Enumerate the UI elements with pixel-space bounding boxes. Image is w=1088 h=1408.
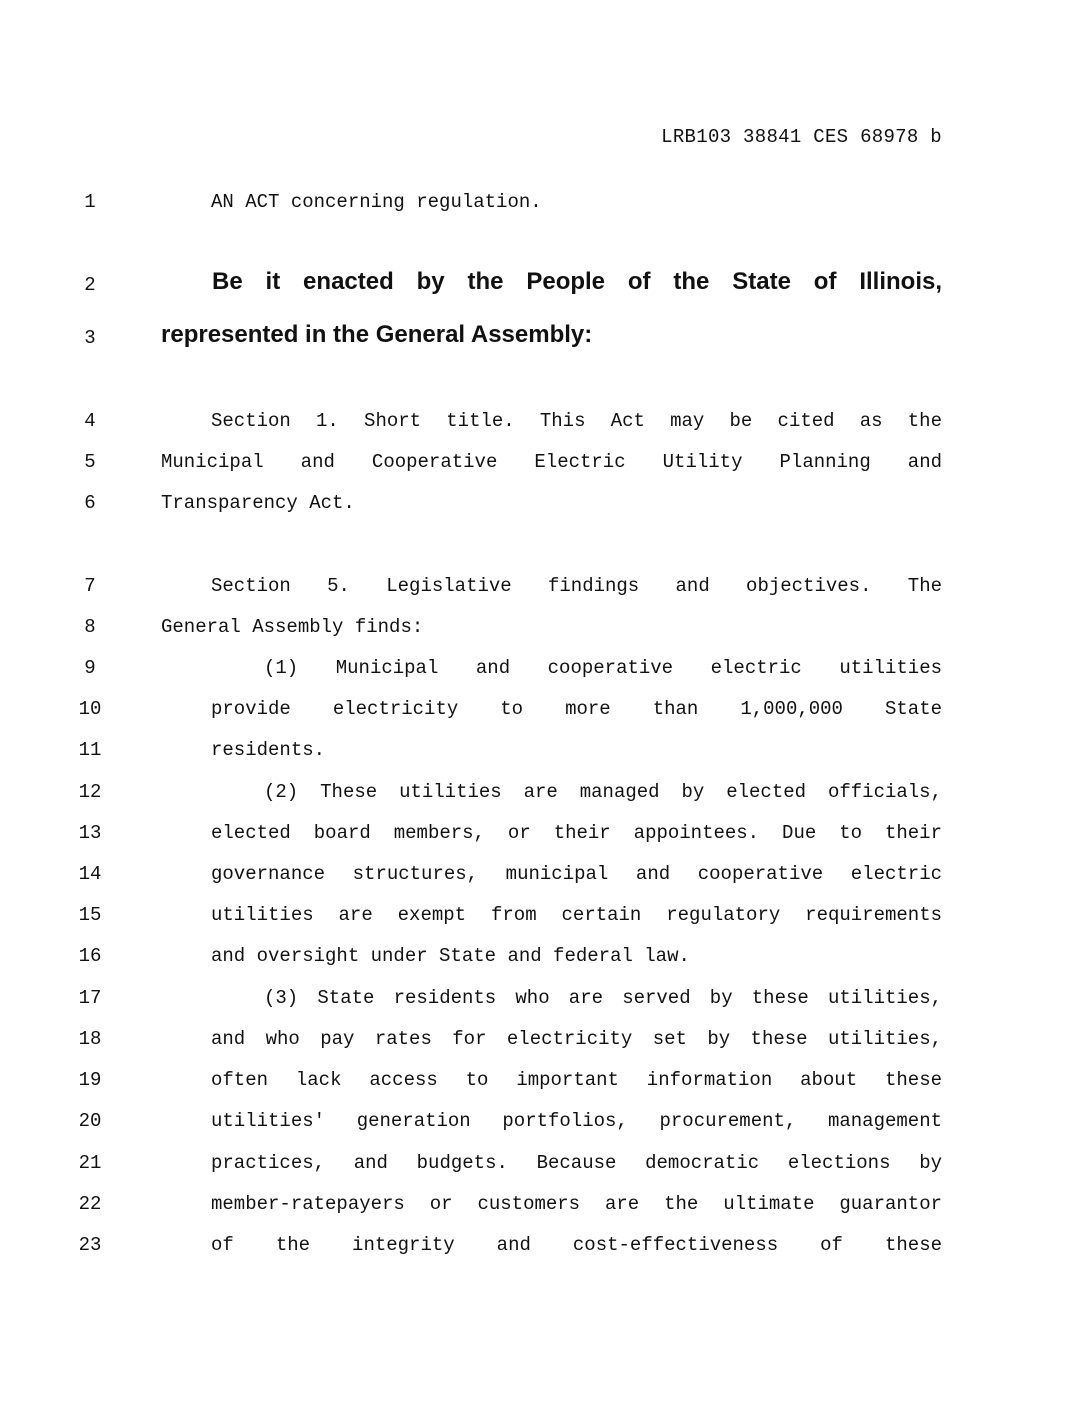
finding-3-line: and who pay rates for electricity set by these utilities, (211, 1028, 942, 1050)
section-1-line: Transparency Act. (161, 492, 355, 514)
line-number: 19 (78, 1069, 102, 1091)
line-number: 6 (84, 492, 96, 514)
line-number: 1 (84, 191, 96, 213)
line-number: 4 (84, 410, 96, 432)
line-number: 9 (84, 657, 96, 679)
finding-3-line: practices, and budgets. Because democratic elections by (211, 1152, 942, 1174)
line-number: 5 (84, 451, 96, 473)
finding-3-line: of the integrity and cost-effectiveness of these (211, 1234, 942, 1256)
finding-3-line: often lack access to important information about these (211, 1069, 942, 1091)
finding-1-line: (1) Municipal and cooperative electric utilities (264, 657, 942, 679)
line-number: 7 (84, 575, 96, 597)
finding-2-line: (2) These utilities are managed by elected officials, (264, 781, 942, 803)
line-number: 15 (78, 904, 102, 926)
finding-3-line: (3) State residents who are served by these utilities, (264, 987, 942, 1009)
document-id: LRB103 38841 CES 68978 b (661, 126, 942, 148)
line-number: 16 (78, 945, 102, 967)
finding-2-line: utilities are exempt from certain regulatory requirements (211, 904, 942, 926)
line-number: 10 (78, 698, 102, 720)
section-5-line: Section 5. Legislative findings and objectives. The (211, 575, 942, 597)
finding-3-line: utilities' generation portfolios, procurement, management (211, 1110, 942, 1132)
line-number: 20 (78, 1110, 102, 1132)
section-5-line: General Assembly finds: (161, 616, 424, 638)
line-number: 14 (78, 863, 102, 885)
line-number: 17 (78, 987, 102, 1009)
finding-1-line: residents. (211, 739, 326, 761)
finding-2-line: and oversight under State and federal law. (211, 945, 690, 967)
line-number: 12 (78, 781, 102, 803)
line-number: 13 (78, 822, 102, 844)
line-number: 8 (84, 616, 96, 638)
line-number: 23 (78, 1234, 102, 1256)
line-number: 11 (78, 739, 102, 761)
section-1-line: Section 1. Short title. This Act may be cited as the (211, 410, 942, 432)
line-number: 22 (78, 1193, 102, 1215)
line-number: 21 (78, 1152, 102, 1174)
section-1-line: Municipal and Cooperative Electric Utility Planning and (161, 451, 942, 473)
finding-2-line: elected board members, or their appointees. Due to their (211, 822, 942, 844)
finding-3-line: member-ratepayers or customers are the ultimate guarantor (211, 1193, 942, 1215)
enacting-clause-line-2: represented in the General Assembly: (161, 321, 593, 348)
line-number: 3 (84, 327, 96, 349)
finding-1-line: provide electricity to more than 1,000,000 State (211, 698, 942, 720)
line-number: 18 (78, 1028, 102, 1050)
line-number: 2 (84, 274, 96, 296)
enacting-clause-line-1: Be it enacted by the People of the State of Illinois, (212, 268, 942, 295)
act-title: AN ACT concerning regulation. (211, 191, 542, 213)
finding-2-line: governance structures, municipal and cooperative electric (211, 863, 942, 885)
